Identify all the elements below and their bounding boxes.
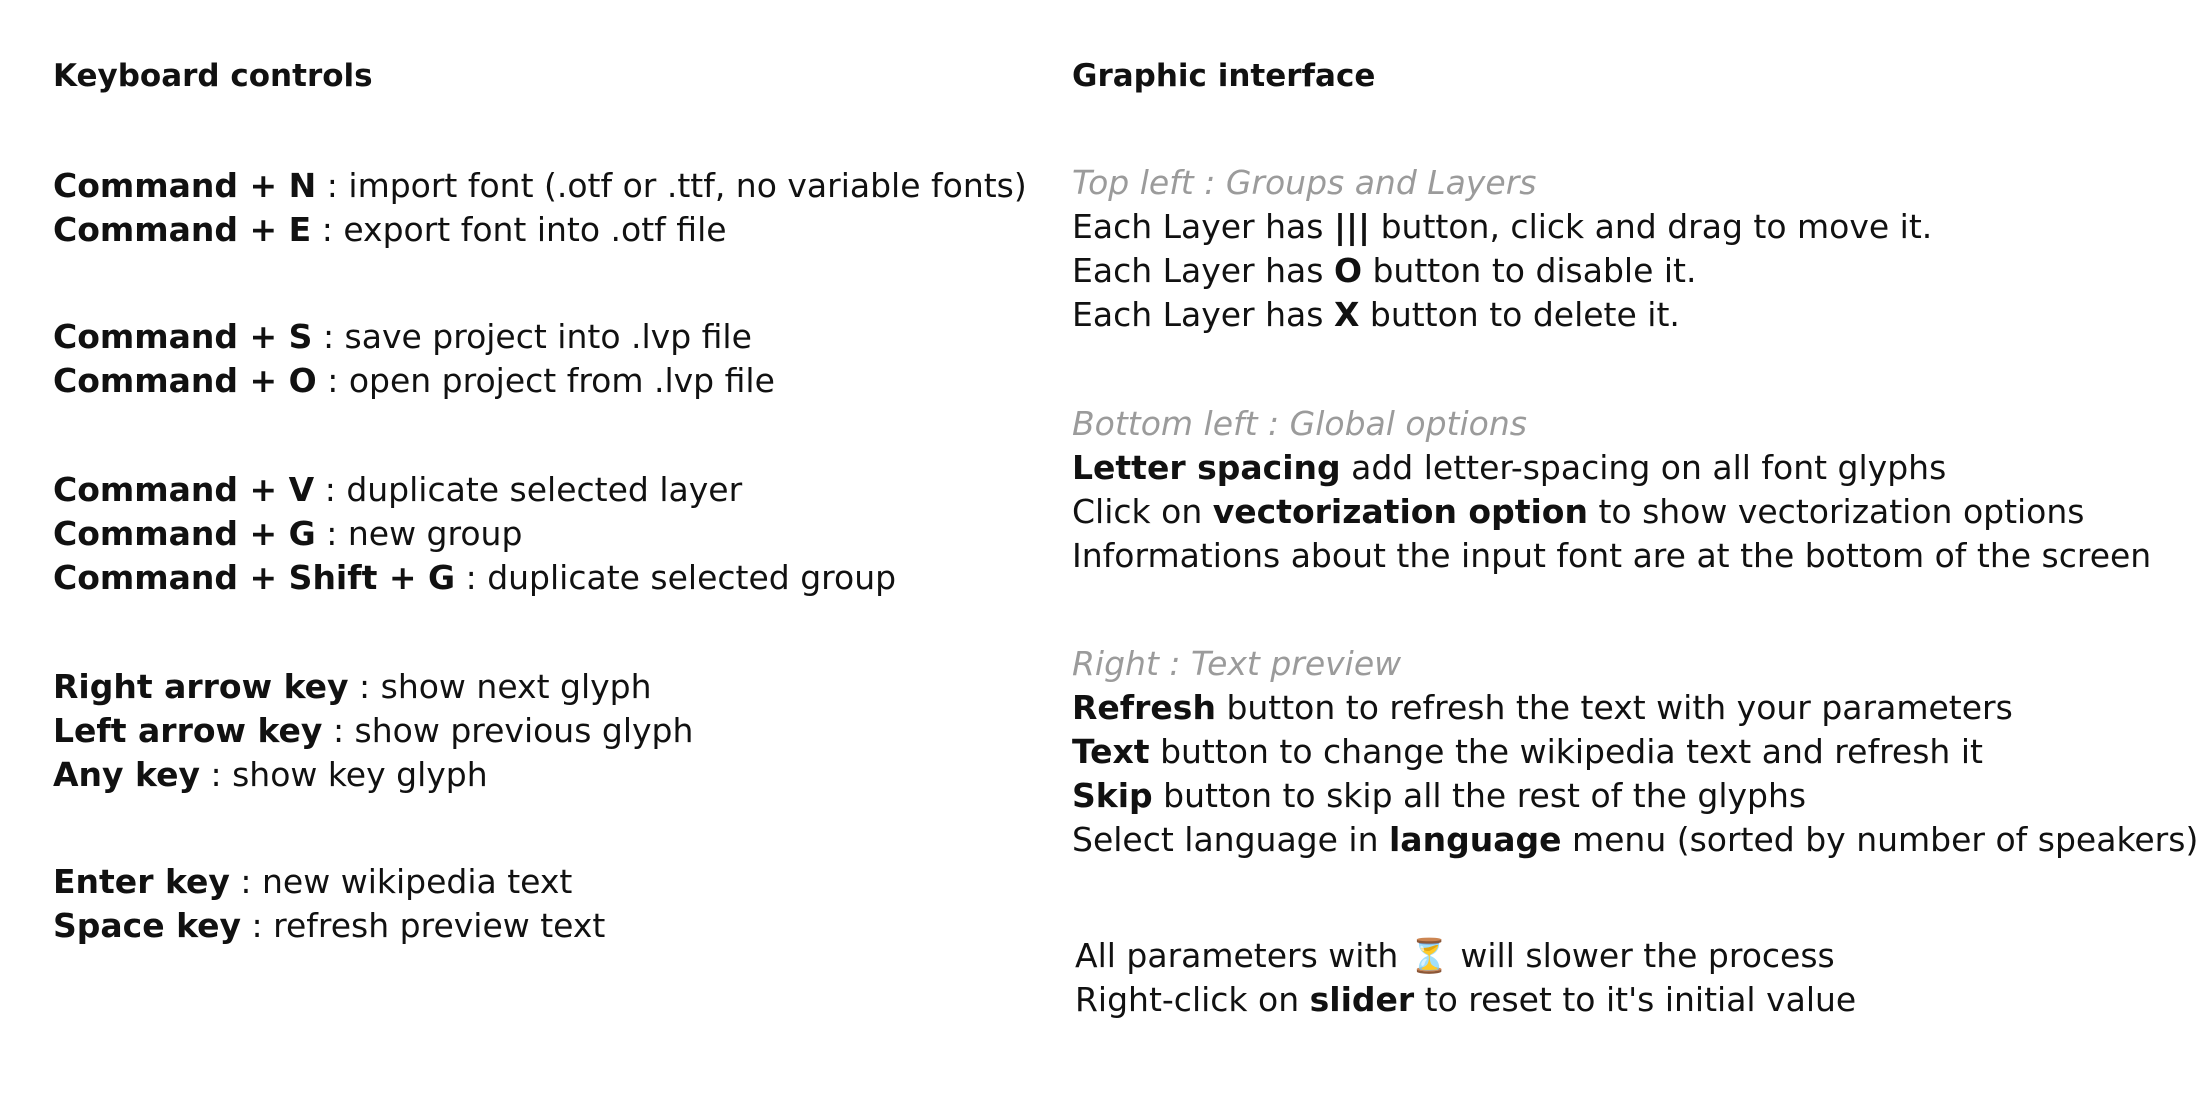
shortcut-key: Space key — [53, 906, 242, 945]
shortcut-new-group — [53, 512, 522, 556]
shortcut-key: Any key — [53, 755, 200, 794]
shortcut-duplicate-layer — [53, 468, 742, 512]
shortcut-key: Command + V — [53, 470, 315, 509]
shortcut-new-wikipedia-text — [53, 860, 572, 904]
info-text: Each Layer has — [1072, 207, 1334, 246]
shortcut-duplicate-group — [53, 556, 896, 600]
info-line — [1072, 446, 1946, 490]
info-line — [1072, 686, 2013, 730]
shortcut-key: Command + S — [53, 317, 313, 356]
shortcut-desc: : export font into .otf file — [311, 210, 727, 249]
info-text: Each Layer has — [1072, 251, 1334, 290]
shortcut-desc: : show previous glyph — [322, 711, 694, 750]
info-line — [1072, 205, 1932, 249]
shortcut-desc: : duplicate selected layer — [314, 470, 743, 509]
hourglass-note: ⏳ will slower the process — [1408, 936, 1835, 975]
refresh-button-label: Refresh — [1072, 688, 1216, 727]
info-text: button, click and drag to move it. — [1370, 207, 1933, 246]
letter-spacing-label: Letter spacing — [1072, 448, 1341, 487]
info-text: Each Layer has — [1072, 295, 1334, 334]
shortcut-next-glyph — [53, 665, 652, 709]
shortcut-key-glyph — [53, 753, 488, 797]
shortcut-desc: : show next glyph — [348, 667, 652, 706]
section-title-global-options: Bottom left : Global options — [1072, 404, 1527, 443]
shortcut-export-font — [53, 208, 727, 252]
section-title-groups-layers: Top left : Groups and Layers — [1072, 163, 1537, 202]
shortcut-key: Right arrow key — [53, 667, 349, 706]
vectorization-option-label: vectorization option — [1212, 492, 1588, 531]
shortcut-key: Command + O — [53, 361, 317, 400]
info-line — [1072, 293, 1680, 337]
info-text: Select language in — [1072, 820, 1389, 859]
shortcut-previous-glyph — [53, 709, 693, 753]
shortcut-import-font — [53, 164, 1027, 208]
shortcut-desc: : refresh preview text — [241, 906, 606, 945]
shortcut-key: Command + G — [53, 514, 316, 553]
info-line — [1072, 774, 1806, 818]
info-text: button to change the wikipedia text and refresh it — [1149, 732, 1983, 771]
delete-button-label: X — [1333, 295, 1360, 334]
drag-handle-label: ||| — [1333, 207, 1371, 246]
shortcut-key: Command + Shift + G — [53, 558, 456, 597]
shortcut-desc: : new wikipedia text — [229, 862, 573, 901]
section-title-text-preview: Right : Text preview — [1072, 644, 1402, 683]
shortcut-key: Command + N — [53, 166, 317, 205]
info-text: to show vectorization options — [1587, 492, 2085, 531]
footer-line-slow-params — [1075, 934, 1835, 978]
shortcut-key: Command + E — [53, 210, 312, 249]
shortcut-refresh-preview — [53, 904, 605, 948]
info-line — [1072, 730, 1983, 774]
info-line — [1072, 249, 1696, 293]
info-text: Click on — [1072, 492, 1213, 531]
shortcut-desc: : import font (.otf or .ttf, no variable fonts) — [316, 166, 1027, 205]
info-text: button to refresh the text with your parameters — [1215, 688, 2013, 727]
info-text: All parameters with — [1075, 936, 1409, 975]
shortcut-save-project — [53, 315, 752, 359]
shortcut-desc: : save project into .lvp file — [312, 317, 752, 356]
info-text: button to skip all the rest of the glyphs — [1152, 776, 1807, 815]
disable-button-label: O — [1333, 251, 1362, 290]
language-menu-label: language — [1389, 820, 1562, 859]
info-line — [1072, 490, 2084, 534]
shortcut-open-project — [53, 359, 775, 403]
info-text: Informations about the input font are at the bottom of the screen — [1072, 536, 2152, 575]
shortcut-desc: : open project from .lvp file — [316, 361, 775, 400]
shortcut-desc: : new group — [315, 514, 523, 553]
footer-line-slider-reset — [1075, 978, 1856, 1022]
shortcut-key: Enter key — [53, 862, 230, 901]
skip-button-label: Skip — [1072, 776, 1153, 815]
keyboard-controls-heading: Keyboard controls — [53, 58, 373, 94]
info-text: Right-click on — [1075, 980, 1310, 1019]
text-button-label: Text — [1072, 732, 1150, 771]
graphic-interface-heading: Graphic interface — [1072, 58, 1376, 94]
slider-label: slider — [1309, 980, 1415, 1019]
info-text: to reset to it's initial value — [1414, 980, 1857, 1019]
info-text: button to delete it. — [1359, 295, 1680, 334]
info-text: button to disable it. — [1362, 251, 1697, 290]
info-line — [1072, 534, 2151, 578]
shortcut-key: Left arrow key — [53, 711, 323, 750]
shortcut-desc: : duplicate selected group — [455, 558, 897, 597]
info-text: menu (sorted by number of speakers) — [1561, 820, 2198, 859]
info-text: add letter-spacing on all font glyphs — [1340, 448, 1947, 487]
info-line — [1072, 818, 2198, 862]
shortcut-desc: : show key glyph — [200, 755, 488, 794]
